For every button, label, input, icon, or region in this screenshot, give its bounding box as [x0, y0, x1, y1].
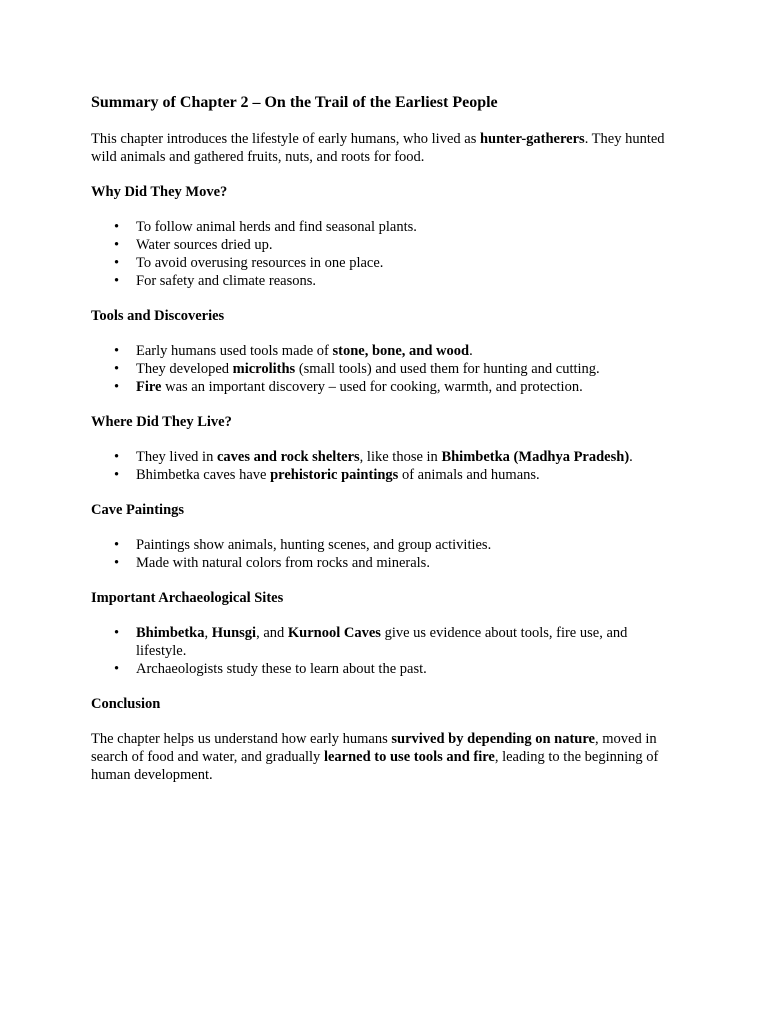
bullet-icon: •: [114, 343, 120, 359]
document-page: [91, 92, 681, 801]
text-run: , and: [256, 625, 288, 641]
list-item: [91, 448, 681, 466]
list-item: [91, 360, 681, 378]
bullet-icon: •: [114, 449, 120, 465]
bullet-icon: •: [114, 555, 120, 571]
text-run: To follow animal herds and find seasonal plants.: [136, 219, 417, 235]
document-title: Summary of Chapter 2 – On the Trail of the Earliest People: [91, 94, 498, 111]
bold-text: Bhimbetka: [136, 625, 205, 641]
text-run: .: [629, 449, 633, 465]
bullet-list: [91, 448, 681, 484]
list-item-text: [136, 661, 427, 677]
text-run: To avoid overusing resources in one place.: [136, 255, 384, 271]
bold-text: Fire: [136, 379, 162, 395]
bold-text: Kurnool Caves: [287, 625, 381, 641]
list-item-text: [136, 537, 491, 553]
bullet-icon: •: [114, 379, 120, 395]
bullet-list: [91, 342, 681, 396]
text-run: give us evidence about tools, fire use, and lifestyle.: [136, 625, 628, 659]
list-item: [91, 272, 681, 290]
list-item: [91, 660, 681, 678]
list-item: [91, 536, 681, 554]
bullet-list: [91, 624, 681, 678]
text-run: . They hunted wild animals and gathered fruits, nuts, and roots for food.: [91, 131, 665, 165]
list-item: [91, 554, 681, 572]
bold-text: Hunsgi: [211, 625, 257, 641]
section-heading: Where Did They Live?: [91, 414, 232, 430]
text-run: (small tools) and used them for hunting and cutting.: [295, 361, 600, 377]
bold-text: learned to use tools and fire: [323, 749, 495, 765]
sections-container: [91, 183, 681, 678]
section-heading: Cave Paintings: [91, 502, 185, 518]
bullet-icon: •: [114, 625, 120, 641]
text-run: , leading to the beginning of human development.: [91, 749, 659, 783]
text-run: ,: [204, 625, 212, 641]
bold-text: Bhimbetka (Madhya Pradesh): [441, 449, 630, 465]
conclusion-heading: Conclusion: [91, 696, 161, 712]
text-run: .: [469, 343, 473, 359]
bold-text: hunter-gatherers: [479, 131, 585, 147]
list-item: [91, 466, 681, 484]
bold-text: prehistoric paintings: [270, 467, 399, 483]
bullet-icon: •: [114, 537, 120, 553]
list-item-text: [136, 555, 430, 571]
bullet-icon: •: [114, 273, 120, 289]
bullet-list: [91, 218, 681, 290]
bullet-icon: •: [114, 237, 120, 253]
text-run: Archaeologists study these to learn about the past.: [136, 661, 427, 677]
list-item-text: [136, 361, 600, 377]
list-item: [91, 342, 681, 360]
bullet-list: [91, 536, 681, 572]
text-run: of animals and humans.: [398, 467, 540, 483]
text-run: They developed: [136, 361, 233, 377]
text-run: Paintings show animals, hunting scenes, and group activities.: [136, 537, 492, 553]
text-run: This chapter introduces the lifestyle of early humans, who lived as: [91, 131, 480, 147]
text-run: For safety and climate reasons.: [136, 273, 316, 289]
list-item-text: [136, 449, 633, 465]
bullet-icon: •: [114, 255, 120, 271]
bold-text: stone, bone, and wood: [332, 343, 470, 359]
list-item-text: [136, 379, 583, 395]
bullet-icon: •: [114, 219, 120, 235]
list-item-text: [136, 467, 540, 483]
list-item-text: [136, 273, 316, 289]
text-run: was an important discovery – used for cooking, warmth, and protection.: [161, 379, 583, 395]
text-run: , like those in: [359, 449, 442, 465]
bold-text: microliths: [232, 361, 296, 377]
conclusion-paragraph: [91, 730, 681, 784]
list-item-text: [136, 343, 473, 359]
list-item: [91, 236, 681, 254]
list-item: [91, 254, 681, 272]
intro-paragraph: [91, 130, 681, 166]
list-item-text: [136, 255, 383, 271]
bullet-icon: •: [114, 361, 120, 377]
bullet-icon: •: [114, 661, 120, 677]
list-item-text: [136, 625, 627, 659]
section-heading: Why Did They Move?: [91, 184, 228, 200]
bold-text: caves and rock shelters: [216, 449, 360, 465]
text-run: Made with natural colors from rocks and minerals.: [136, 555, 430, 571]
text-run: Bhimbetka caves have: [136, 467, 271, 483]
list-item-text: [136, 219, 417, 235]
text-run: Water sources dried up.: [136, 237, 273, 253]
list-item-text: [136, 237, 273, 253]
section-heading: Tools and Discoveries: [91, 308, 225, 324]
section-heading: Important Archaeological Sites: [91, 590, 284, 606]
list-item: [91, 218, 681, 236]
list-item: [91, 378, 681, 396]
bullet-icon: •: [114, 467, 120, 483]
list-item: [91, 624, 681, 660]
bold-text: survived by depending on nature: [391, 731, 595, 747]
text-run: , moved in search of food and water, and gradually: [91, 731, 657, 765]
text-run: They lived in: [136, 449, 217, 465]
text-run: The chapter helps us understand how early humans: [91, 731, 392, 747]
text-run: Early humans used tools made of: [136, 343, 333, 359]
